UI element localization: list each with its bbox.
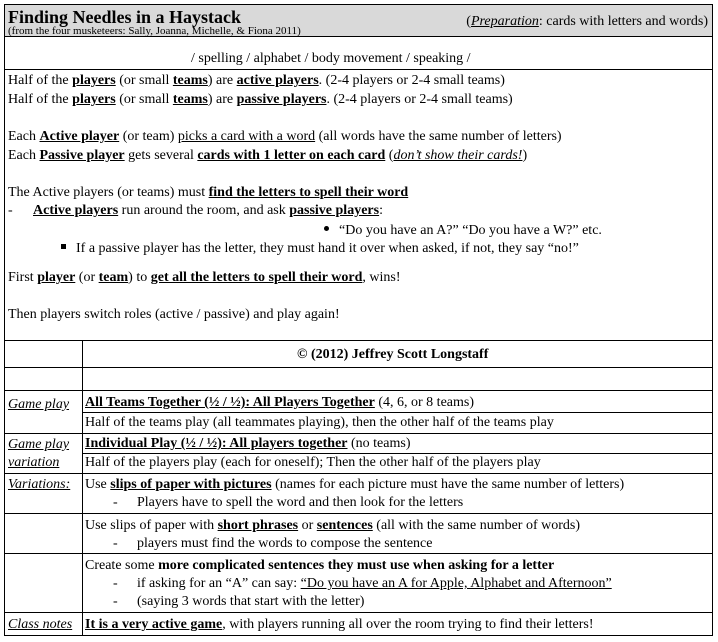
game-play-desc: Half of the teams play (all teammates playing), then the other half of the teams play: [85, 415, 554, 430]
variation-sentences-sub-2: [113, 593, 364, 610]
text-fragment: (or small: [115, 92, 173, 107]
text-fragment: ) are: [207, 73, 237, 88]
text-fragment: (or: [75, 270, 99, 285]
text-fragment: sentences: [316, 518, 373, 533]
preparation-note: [466, 13, 708, 30]
prep-label: Preparation: [470, 14, 539, 29]
variation-sentences-sub-1: [113, 575, 612, 592]
variation-pictures-sub: [113, 494, 463, 511]
text-fragment: short phrases: [217, 518, 299, 533]
variations-row-3: [5, 554, 712, 613]
text-fragment: or: [298, 518, 317, 533]
text-fragment: if asking for an “A” can say:: [137, 576, 301, 591]
variation-label-2: variation: [8, 455, 60, 470]
variations-row-1: [5, 474, 712, 514]
text-fragment: -: [113, 536, 118, 551]
text-fragment: If a passive player has the letter, they must hand it over when asked, if not, they say “no!”: [76, 241, 579, 256]
line-active-players: [8, 72, 505, 89]
text-fragment: (saying 3 words that start with the letter): [137, 594, 365, 609]
text-fragment: (no teams): [347, 436, 411, 451]
text-fragment: (names for each picture must have the same number of letters): [271, 477, 625, 492]
text-fragment: ) are: [207, 92, 237, 107]
text-fragment: slips of paper with pictures: [110, 477, 272, 492]
text-fragment: teams: [172, 92, 208, 107]
bullet-dot-icon: [324, 226, 329, 231]
text-fragment: picks a card with a word: [177, 129, 316, 144]
text-fragment: team: [98, 270, 129, 285]
bullet-square-icon: [61, 244, 66, 249]
class-notes-row: [5, 613, 712, 637]
text-fragment: , wins!: [362, 270, 401, 285]
text-fragment: Use slips of paper with: [85, 518, 218, 533]
details-table: [5, 341, 712, 635]
text-fragment: gets several: [124, 148, 198, 163]
text-fragment: Each: [8, 129, 40, 144]
activity-sheet: [4, 4, 713, 636]
game-play-row: [5, 391, 712, 434]
text-fragment: ): [522, 148, 528, 163]
line-switch-roles: Then players switch roles (active / passive) and play again!: [8, 307, 340, 322]
variation-pictures: [85, 476, 624, 493]
text-fragment: passive players: [236, 92, 327, 107]
text-fragment: -: [113, 576, 118, 591]
text-fragment: (or team): [119, 129, 178, 144]
variation-sentences: [85, 557, 554, 574]
text-fragment: ) to: [128, 270, 151, 285]
text-fragment: Individual Play (½ / ½): All players together: [85, 436, 348, 451]
text-fragment: run around the room, and ask: [118, 203, 290, 218]
text-fragment: get all the letters to spell their word: [150, 270, 363, 285]
text-fragment: (or small: [115, 73, 173, 88]
variation-phrases-sub: [113, 535, 432, 552]
game-play-heading: [85, 394, 474, 411]
text-fragment: :: [379, 203, 383, 218]
line-passive-players: [8, 91, 513, 108]
prep-text: : cards with letters and words): [538, 14, 708, 29]
variation-label-1: Game play: [8, 437, 70, 452]
text-fragment: All Teams Together (½ / ½): All Players Together: [85, 395, 375, 410]
text-fragment: -: [113, 594, 118, 609]
text-fragment: Passive player: [39, 148, 125, 163]
class-notes-label: Class notes: [8, 617, 73, 632]
text-fragment: players: [72, 73, 116, 88]
page-title: Finding Needles in a Haystack: [8, 7, 242, 27]
text-fragment: (4, 6, or 8 teams): [374, 395, 475, 410]
text-fragment: Create some: [85, 558, 159, 573]
text-fragment: Half of the: [8, 92, 73, 107]
text-fragment: Active player: [39, 129, 120, 144]
text-fragment: (all words have the same number of letters): [315, 129, 562, 144]
text-fragment: players: [72, 92, 116, 107]
line-hand-over: [61, 240, 579, 257]
text-fragment: more complicated sentences they must use when asking for a letter: [158, 558, 555, 573]
line-active-card: [8, 128, 562, 145]
text-fragment: Half of the: [8, 73, 73, 88]
prep-open: (: [466, 14, 471, 29]
categories: / spelling / alphabet / body movement / speaking /: [191, 51, 471, 66]
text-fragment: (all with the same number of words): [372, 518, 581, 533]
spacer-row: [5, 368, 712, 391]
instructions-block: [5, 70, 712, 341]
line-question-examples: [324, 222, 602, 239]
line-winner: [8, 269, 401, 286]
text-fragment: Each: [8, 148, 40, 163]
text-fragment: active players: [236, 73, 319, 88]
text-fragment: find the letters to spell their word: [208, 185, 409, 200]
class-notes-text: [85, 616, 594, 633]
variation-phrases: [85, 517, 580, 534]
text-fragment: (: [385, 148, 394, 163]
text-fragment: Use: [85, 477, 111, 492]
variation-heading: [85, 435, 410, 452]
game-play-label: Game play: [8, 397, 70, 412]
text-fragment: , with players running all over the room trying to find their letters!: [222, 617, 594, 632]
copyright-row: [5, 341, 712, 368]
text-fragment: player: [37, 270, 76, 285]
text-fragment: cards with 1 letter on each card: [197, 148, 386, 163]
line-run-around: [8, 202, 383, 219]
categories-row: [5, 37, 712, 70]
text-fragment: -: [8, 203, 13, 218]
copyright: © (2012) Jeffrey Scott Longstaff: [297, 347, 489, 362]
text-fragment: Players have to spell the word and then look for the letters: [137, 495, 464, 510]
text-fragment: passive players: [289, 203, 380, 218]
text-fragment: . (2-4 players or 2-4 small teams): [326, 92, 513, 107]
text-fragment: Active players: [33, 203, 119, 218]
text-fragment: “Do you have an A for Apple, Alphabet and Afternoon”: [300, 576, 612, 591]
text-fragment: The Active players (or teams) must: [8, 185, 209, 200]
line-find-letters: [8, 184, 408, 201]
variation-row: [5, 434, 712, 474]
text-fragment: players must find the words to compose the sentence: [137, 536, 433, 551]
variation-desc: Half of the players play (each for oneself); Then the other half of the players play: [85, 455, 541, 470]
text-fragment: It is a very active game: [85, 617, 223, 632]
text-fragment: First: [8, 270, 38, 285]
title-row: [5, 5, 712, 37]
text-fragment: teams: [172, 73, 208, 88]
row-divider: [83, 412, 712, 413]
line-passive-card: [8, 147, 527, 164]
text-fragment: . (2-4 players or 2-4 small teams): [318, 73, 505, 88]
text-fragment: “Do you have an A?” “Do you have a W?” etc.: [339, 223, 602, 238]
subtitle: (from the four musketeers: Sally, Joanna, Michelle, & Fiona 2011): [8, 25, 301, 37]
variations-row-2: [5, 514, 712, 554]
variations-label: Variations:: [8, 477, 71, 492]
text-fragment: -: [113, 495, 118, 510]
text-fragment: don’t show their cards!: [393, 148, 523, 163]
